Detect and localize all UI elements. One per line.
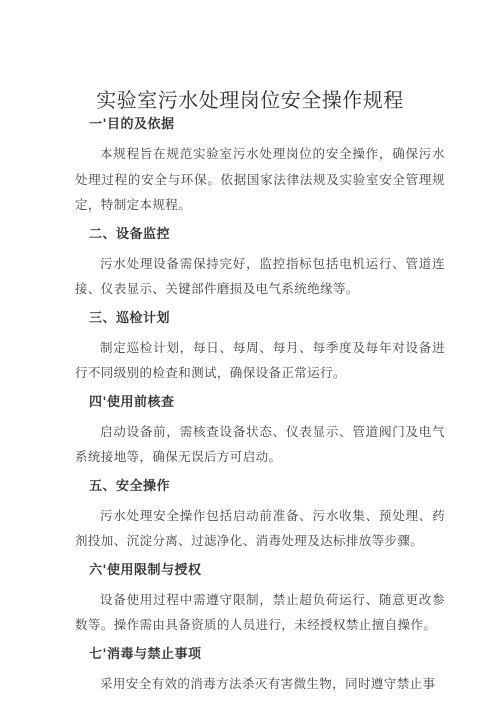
section-paragraph: 采用安全有效的消毒方法杀灭有害微生物，同时遵守禁止事 — [100, 675, 436, 691]
document-title: 实验室污水处理岗位安全操作规程 — [96, 88, 404, 112]
section-paragraph: 设备使用过程中需遵守限制，禁止超负荷运行、随意更改参数等。操作需由具备资质的人员进行，未经授权禁止擅自操作。 — [75, 591, 445, 632]
section-heading: 四'使用前核查 — [89, 394, 175, 410]
section-equipment-monitoring — [75, 224, 445, 302]
section-heading: 五、安全操作 — [89, 478, 171, 494]
document-body — [75, 114, 445, 702]
section-safe-operation — [75, 476, 445, 554]
section-heading: 二、设备监控 — [89, 226, 171, 242]
section-purpose — [75, 114, 445, 218]
section-usage-restrictions — [75, 560, 445, 638]
section-paragraph: 启动设备前，需核查设备状态、仪表显示、管道阀门及电气系统接地等，确保无误后方可启动。 — [75, 423, 445, 464]
section-paragraph: 污水处理设备需保持完好，监控指标包括电机运行、管道连接、仪表显示、关键部件磨损及电气系统绝缘等。 — [75, 255, 445, 296]
section-inspection-plan — [75, 308, 445, 386]
section-heading: 六'使用限制与授权 — [89, 562, 202, 578]
section-paragraph: 污水处理安全操作包括启动前准备、污水收集、预处理、药剂投加、沉淀分离、过滤净化、消毒处理及达标排放等步骤。 — [75, 507, 445, 548]
section-pre-use-check — [75, 392, 445, 470]
section-disinfection-prohibitions — [75, 644, 445, 697]
section-heading: 七'消毒与禁止事项 — [89, 646, 202, 662]
section-paragraph: 本规程旨在规范实验室污水处理岗位的安全操作，确保污水处理过程的安全与环保。依据国家法律法规及实验室安全管理规定，特制定本规程。 — [75, 146, 445, 212]
section-paragraph: 制定巡检计划，每日、每周、每月、每季度及每年对设备进行不同级别的检查和测试，确保设备正常运行。 — [75, 339, 445, 380]
section-heading: 三、巡检计划 — [89, 310, 171, 326]
section-heading: 一'目的及依据 — [89, 117, 175, 132]
